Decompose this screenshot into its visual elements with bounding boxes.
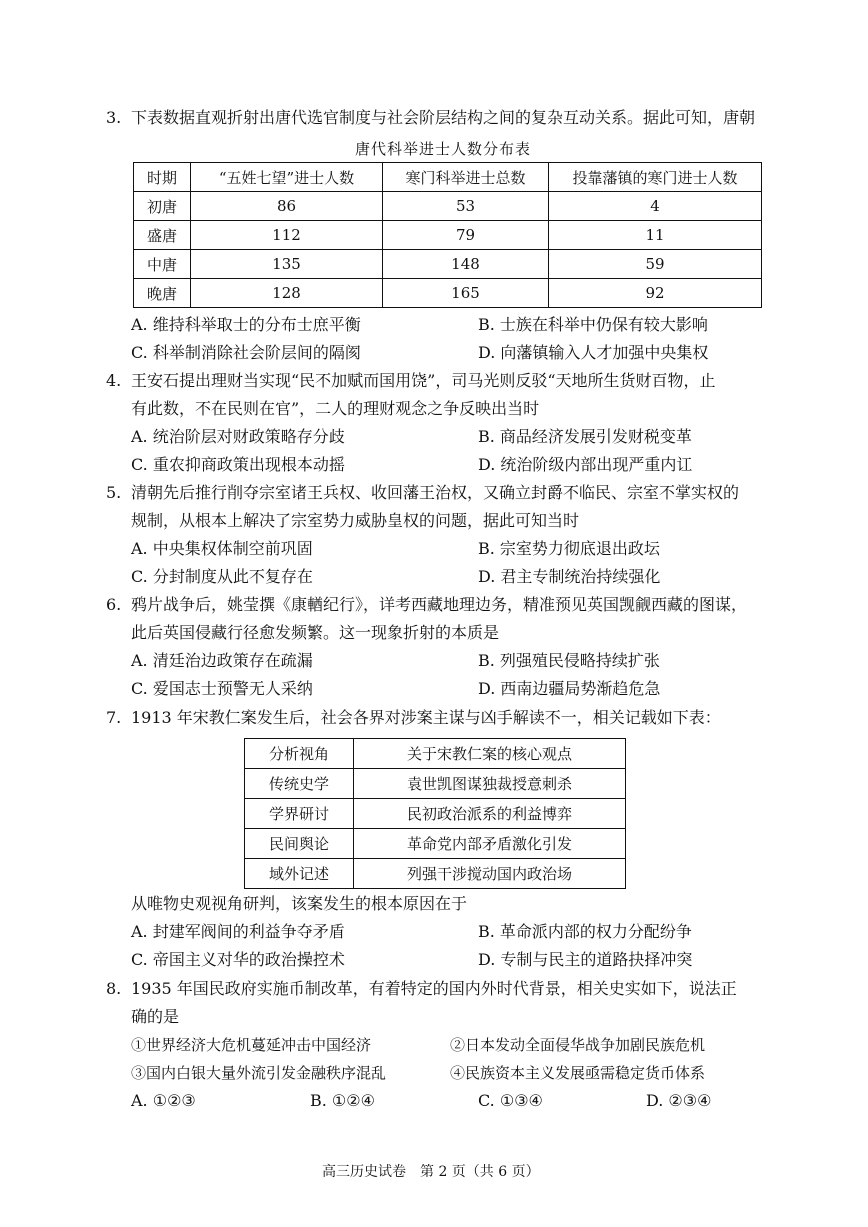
table-row [245, 799, 626, 829]
table-header-cell: 投靠藩镇的寒门进士人数 [549, 163, 762, 192]
q6-stem-line2: 此后英国侵藏行径愈发频繁。这一现象折射的本质是 [131, 623, 500, 642]
q4-option-c[interactable]: C. 重农抑商政策出现根本动摇 [131, 455, 345, 474]
table-cell: 初唐 [134, 192, 191, 221]
q8-item-2: ②日本发动全面侵华战争加剧民族危机 [450, 1036, 706, 1054]
table-row [134, 221, 762, 250]
q7-option-b[interactable]: B. 革命派内部的权力分配纷争 [478, 922, 692, 941]
q4-number: 4. [106, 371, 122, 390]
q4-option-b[interactable]: B. 商品经济发展引发财税变革 [478, 427, 692, 446]
q3-number: 3. [106, 108, 122, 127]
q5-option-d[interactable]: D. 君主专制统治持续强化 [478, 567, 661, 586]
page-footer: 高三历史试卷 第 2 页（共 6 页） [322, 1164, 540, 1180]
q7-option-c[interactable]: C. 帝国主义对华的政治操控术 [131, 950, 345, 969]
q5-option-b[interactable]: B. 宗室势力彻底退出政坛 [478, 539, 660, 558]
q3-option-d[interactable]: D. 向藩镇输入人才加强中央集权 [478, 343, 709, 362]
q5-number: 5. [106, 483, 122, 502]
q8-number: 8. [106, 979, 122, 998]
q5-stem-line1: 清朝先后推行削夺宗室诸王兵权、收回藩王治权，又确立封爵不临民、宗室不掌实权的 [131, 483, 740, 502]
q3-table [133, 162, 762, 308]
table-cell: 列强干涉搅动国内政治场 [354, 859, 626, 889]
q4-option-d[interactable]: D. 统治阶级内部出现严重内讧 [478, 455, 693, 474]
table-cell: 中唐 [134, 250, 191, 279]
table-cell: 148 [383, 250, 549, 279]
table-header-cell: 时期 [134, 163, 191, 192]
q7-number: 7. [106, 708, 122, 727]
table-cell: 传统史学 [245, 769, 354, 799]
table-header-row [245, 739, 626, 769]
table-cell: 民间舆论 [245, 829, 354, 859]
q8-stem-line1: 1935 年国民政府实施币制改革，有着特定的国内外时代背景，相关史实如下，说法正 [131, 979, 737, 998]
q7-table [244, 738, 626, 889]
q8-option-a[interactable]: A. ①②③ [131, 1091, 196, 1110]
q7-question: 从唯物史观视角研判，该案发生的根本原因在于 [131, 894, 468, 913]
q7-option-a[interactable]: A. 封建军阀间的利益争夺矛盾 [131, 922, 345, 941]
table-cell: 民初政治派系的利益博弈 [354, 799, 626, 829]
table-cell: 79 [383, 221, 549, 250]
table-cell: 92 [549, 279, 762, 308]
table-cell: 4 [549, 192, 762, 221]
table-header-cell: 分析视角 [245, 739, 354, 769]
table-row [245, 859, 626, 889]
q5-stem-line2: 规制，从根本上解决了宗室势力威胁皇权的问题，据此可知当时 [131, 511, 580, 530]
q6-option-c[interactable]: C. 爱国志士预警无人采纳 [131, 679, 313, 698]
q3-stem: 下表数据直观折射出唐代选官制度与社会阶层结构之间的复杂互动关系。据此可知，唐朝 [131, 108, 756, 127]
q7-option-d[interactable]: D. 专制与民主的道路抉择冲突 [478, 950, 693, 969]
q4-option-a[interactable]: A. 统治阶层对财政策略存分歧 [131, 427, 345, 446]
q3-option-a[interactable]: A. 维持科举取士的分布士庶平衡 [131, 315, 361, 334]
table-cell: 53 [383, 192, 549, 221]
table-header-cell: 关于宋教仁案的核心观点 [354, 739, 626, 769]
q7-stem: 1913 年宋教仁案发生后，社会各界对涉案主谋与凶手解读不一，相关记载如下表： [131, 708, 721, 727]
table-cell: 11 [549, 221, 762, 250]
q6-stem-line1: 鸦片战争后，姚莹撰《康輶纪行》，详考西藏地理边务，精准预见英国觊觎西藏的图谋， [131, 595, 748, 614]
q8-item-1: ①世界经济大危机蔓延冲击中国经济 [131, 1036, 372, 1054]
table-cell: 盛唐 [134, 221, 191, 250]
q8-item-4: ④民族资本主义发展亟需稳定货币体系 [450, 1064, 706, 1082]
q6-option-d[interactable]: D. 西南边疆局势渐趋危急 [478, 679, 661, 698]
q8-option-c[interactable]: C. ①③④ [478, 1091, 543, 1110]
q8-stem-line2: 确的是 [131, 1007, 180, 1026]
table-cell: 112 [191, 221, 383, 250]
q6-number: 6. [106, 595, 122, 614]
table-header-row [134, 163, 762, 192]
table-row [134, 279, 762, 308]
table-cell: 革命党内部矛盾激化引发 [354, 829, 626, 859]
table-cell: 135 [191, 250, 383, 279]
table-cell: 59 [549, 250, 762, 279]
q6-option-b[interactable]: B. 列强殖民侵略持续扩张 [478, 651, 660, 670]
q5-option-c[interactable]: C. 分封制度从此不复存在 [131, 567, 313, 586]
table-cell: 袁世凯图谋独裁授意刺杀 [354, 769, 626, 799]
q8-option-d[interactable]: D. ②③④ [646, 1091, 712, 1110]
q8-option-b[interactable]: B. ①②④ [310, 1091, 375, 1110]
q4-stem-line2: 有此数，不在民则在官”，二人的理财观念之争反映出当时 [131, 399, 540, 418]
table-cell: 晚唐 [134, 279, 191, 308]
table-header-cell: 寒门科举进士总数 [383, 163, 549, 192]
q4-stem-line1: 王安石提出理财当实现“民不加赋而国用饶”，司马光则反驳“天地所生货财百物，止 [131, 371, 716, 390]
table-cell: 学界研讨 [245, 799, 354, 829]
table-row [134, 250, 762, 279]
table-cell: 86 [191, 192, 383, 221]
table-cell: 165 [383, 279, 549, 308]
table-header-cell: “五姓七望”进士人数 [191, 163, 383, 192]
q6-option-a[interactable]: A. 清廷治边政策存在疏漏 [131, 651, 313, 670]
q3-table-caption: 唐代科举进士人数分布表 [355, 140, 532, 158]
table-row [134, 192, 762, 221]
q5-option-a[interactable]: A. 中央集权体制空前巩固 [131, 539, 313, 558]
table-row [245, 769, 626, 799]
table-row [245, 829, 626, 859]
q3-option-c[interactable]: C. 科举制消除社会阶层间的隔阂 [131, 343, 361, 362]
q8-item-3: ③国内白银大量外流引发金融秩序混乱 [131, 1064, 387, 1082]
table-cell: 域外记述 [245, 859, 354, 889]
q3-option-b[interactable]: B. 士族在科举中仍保有较大影响 [478, 315, 708, 334]
table-cell: 128 [191, 279, 383, 308]
